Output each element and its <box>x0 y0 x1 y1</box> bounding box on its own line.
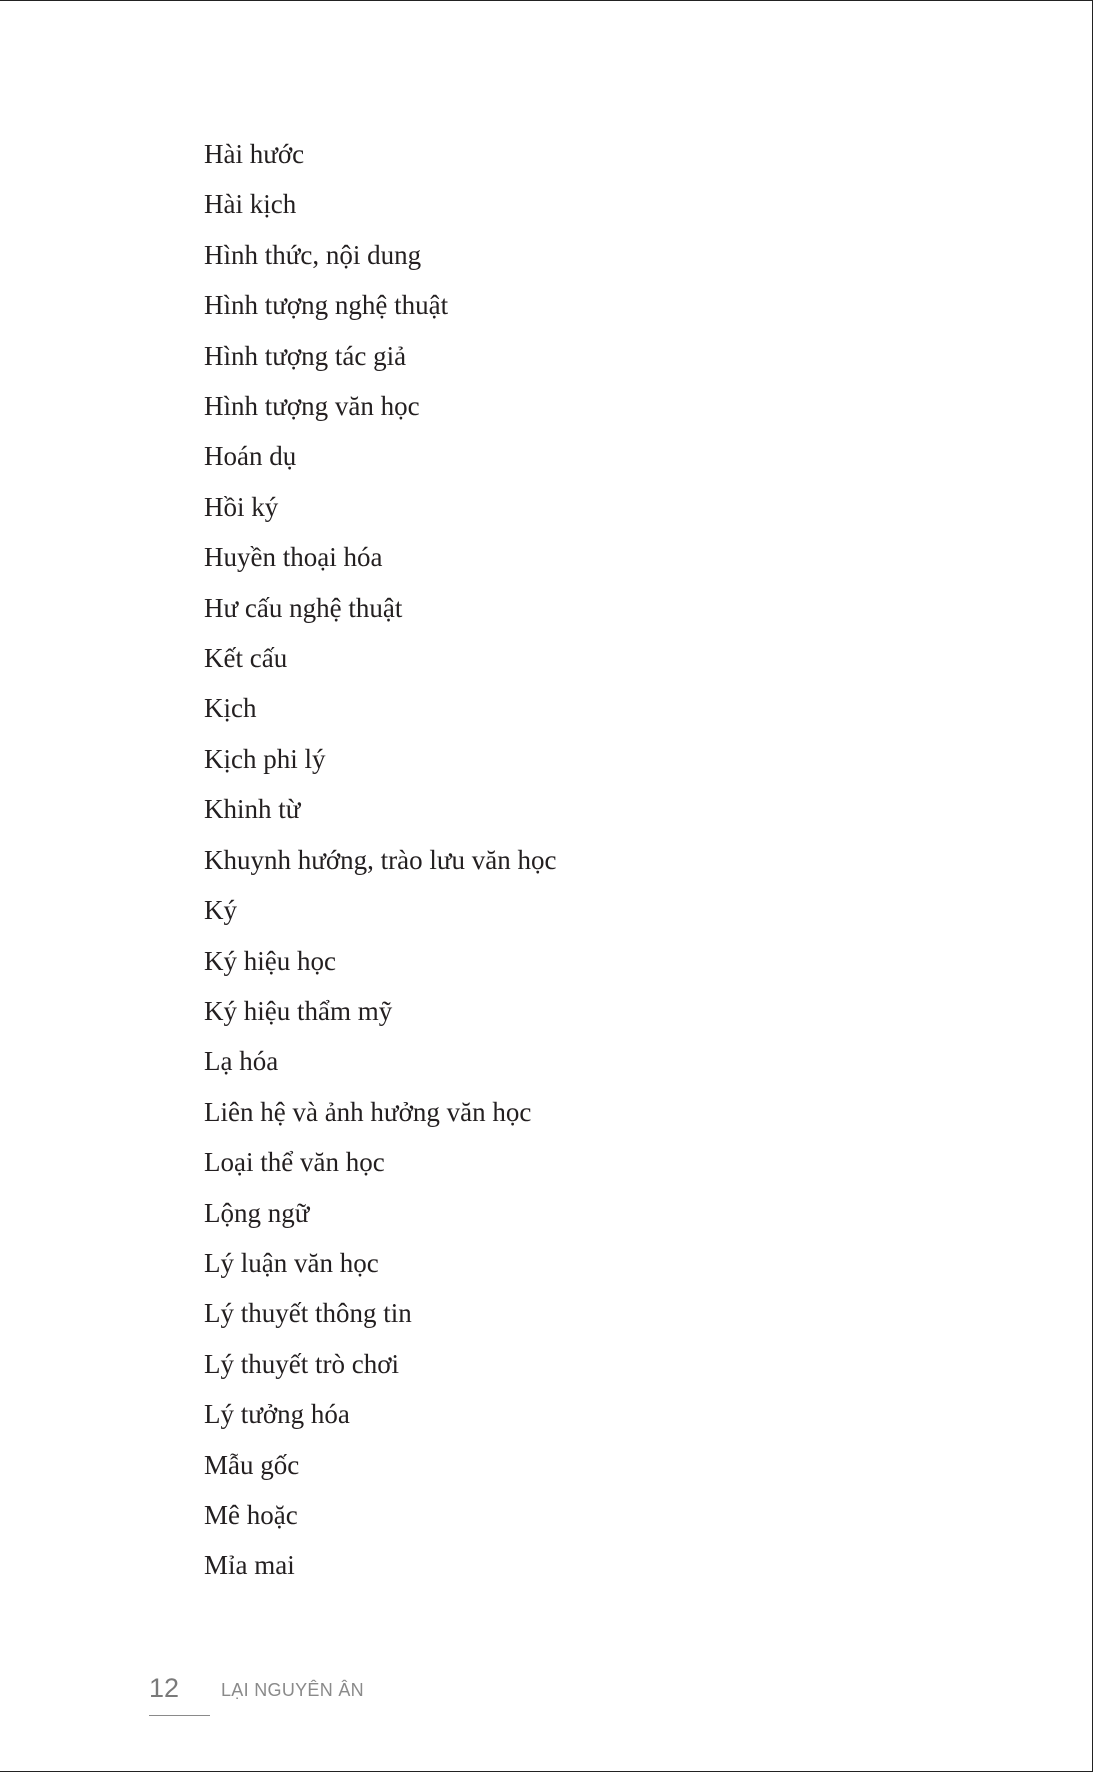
term-list-item: Ký <box>204 895 237 926</box>
term-list-item: Hoán dụ <box>204 441 297 472</box>
term-list-item: Lý thuyết trò chơi <box>204 1348 399 1379</box>
term-list-item: Hư cấu nghệ thuật <box>204 592 403 623</box>
term-list-item: Mê hoặc <box>204 1499 298 1530</box>
term-list-item: Mẫu gốc <box>204 1449 300 1480</box>
term-list-item: Khinh từ <box>204 794 301 825</box>
term-list-item: Kịch <box>204 693 257 724</box>
term-list-item: Hồi ký <box>204 491 279 522</box>
term-list-item: Mỉa mai <box>204 1550 295 1581</box>
term-list-item: Hình tượng văn học <box>204 391 420 422</box>
term-list-item: Kịch phi lý <box>204 743 326 774</box>
term-list-item: Hình thức, nội dung <box>204 239 422 270</box>
page-number: 12 <box>149 1673 180 1703</box>
term-list-item: Lý tưởng hóa <box>204 1399 350 1430</box>
term-list-item: Hình tượng nghệ thuật <box>204 290 449 321</box>
term-list-item: Hài hước <box>204 139 305 169</box>
term-list-item: Lý luận văn học <box>204 1247 379 1278</box>
term-list-item: Lạ hóa <box>204 1046 279 1077</box>
term-list-item: Ký hiệu học <box>204 945 336 976</box>
term-list-item: Lý thuyết thông tin <box>204 1298 412 1329</box>
page-number-underline <box>149 1715 210 1716</box>
term-list-item: Hài kịch <box>204 189 297 220</box>
term-list-item: Huyền thoại hóa <box>204 542 383 573</box>
term-list-item: Hình tượng tác giả <box>204 340 407 371</box>
term-list-item: Lộng ngữ <box>204 1197 310 1228</box>
running-footer-author: LẠI NGUYÊN ÂN <box>221 1680 364 1700</box>
term-list-item: Liên hệ và ảnh hưởng văn học <box>204 1096 532 1127</box>
term-list-item: Khuynh hướng, trào lưu văn học <box>204 844 557 875</box>
term-list-item: Loại thể văn học <box>204 1147 385 1178</box>
term-list-item: Kết cấu <box>204 643 288 674</box>
term-list <box>204 129 557 1591</box>
term-list-item: Ký hiệu thẩm mỹ <box>204 995 393 1026</box>
